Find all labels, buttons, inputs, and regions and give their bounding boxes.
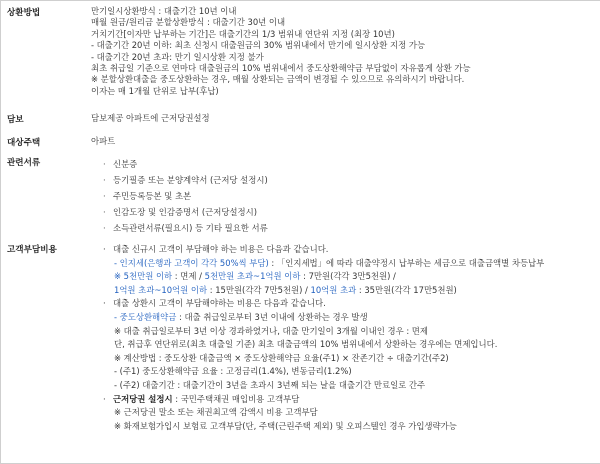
label-collateral: 담보: [7, 115, 24, 125]
label-repayment: 상환방법: [7, 8, 41, 18]
stamp-tier-line: ※ 5천만원 이하 : 면제 / 5천만원 초과~1억원 이하 : 7만원(각각 3만5천원) /: [114, 271, 396, 282]
label-target-house: 대상주택: [7, 138, 41, 148]
mortgage-note-line: ※ 근저당권 말소 또는 채권최고액 감액시 비용 고객부담: [114, 407, 318, 418]
repayment-line: 거치기간[이자만 납부하는 기간]은 대출기간의 1/3 범위내 연단위 지정 (최장 10년): [91, 28, 395, 39]
fee-note-line: - (주2) 대출기간 : 대출기간이 3년을 초과시 3년째 되는 날을 대출기간 만료일로 간주: [114, 379, 426, 390]
list-item: · 대출 신규시 고객이 부담해야 하는 비용은 다음과 같습니다.: [103, 243, 600, 257]
fee-note-line: - (주1) 중도상환해약금 요율 : 고정금리(1.4%), 변동금리(1.2%): [114, 366, 352, 377]
bullet-dot-icon: ·: [103, 207, 106, 217]
label-customer-costs: 고객부담비용: [7, 245, 57, 255]
bullet-dot-icon: ·: [103, 159, 106, 169]
list-item: · 신분증: [103, 156, 600, 172]
fee-note-line: ※ 대출 취급일로부터 3년 이상 경과하였거나, 대출 만기일이 3개월 이내인 경우 : 면제: [114, 325, 428, 336]
early-fee-line: - 중도상환해약금 : 대출 취급일로부터 3년 이내에 상환하는 경우 발생: [114, 311, 368, 322]
early-fee-link: - 중도상환해약금: [114, 311, 177, 322]
fee-note-line: ※ 계산방법 : 중도상환 대출금액 × 중도상환해약금 요율(주1) × 잔존기간 ÷ 대출기간(주2): [114, 352, 449, 363]
list-item: · 주민등록등본 및 초본: [103, 188, 600, 204]
repayment-content: [91, 6, 600, 97]
repayment-line: 만기일시상환방식 : 대출기간 10년 이내: [91, 6, 237, 16]
fee-note-line: 단, 취급후 연단위로(최초 대출일 기준) 최초 대출금액의 10% 범위내에서 상환하는 경우에는 면제입니다.: [114, 339, 498, 350]
repayment-line: 최초 취급일 기준으로 연마다 대출원금의 10% 범위내에서 중도상환해약금 부담없이 자유롭게 상환 가능: [91, 62, 471, 73]
repayment-line: ※ 분할상환대출을 중도상환하는 경우, 매월 상환되는 금액이 변경될 수 있으므로 유의하시기 바랍니다.: [91, 74, 465, 85]
mortgage-heading: 근저당권 설정시: [113, 393, 173, 404]
target-house-value: 아파트: [91, 136, 116, 146]
bullet-dot-icon: ·: [103, 298, 106, 309]
repayment-line: - 대출기간 20년 초과: 만기 일시상환 지정 불가: [91, 51, 264, 62]
target-house-content: [91, 136, 600, 147]
stamp-tier-line: 1억원 초과~10억원 이하 : 15만원(각각 7만5천원) / 10억원 초과 : 35만원(각각 17만5천원): [114, 284, 457, 295]
list-item: · 대출 상환시 고객이 부담해야하는 비용은 다음과 같습니다.: [103, 297, 600, 311]
bullet-dot-icon: ·: [103, 223, 106, 233]
collateral-value: 담보제공 아파트에 근저당권설정: [91, 113, 210, 123]
list-item: · 근저당권 설정시 : 국민주택채권 매입비용 고객부담: [103, 393, 600, 407]
bullet-dot-icon: ·: [103, 393, 106, 404]
label-documents: 관련서류: [7, 158, 41, 168]
bullet-dot-icon: ·: [103, 175, 106, 185]
repayment-line: - 대출기간 20년 이하: 최초 신청시 대출원금의 30% 범위내에서 만기에 일시상환 지정 가능: [91, 40, 426, 51]
repayment-line: 매월 원금/원리금 분할상환방식 : 대출기간 30년 이내: [91, 17, 286, 28]
list-item: · 인감도장 및 인감증명서 (근저당설정시): [103, 204, 600, 220]
documents-list: [103, 156, 600, 236]
repayment-line: 이자는 매 1개월 단위로 납부(후납): [91, 85, 219, 96]
list-item: · 등기필증 또는 분양계약서 (근저당 설정시): [103, 172, 600, 188]
list-item: · 소득관련서류(필요시) 등 기타 필요한 서류: [103, 220, 600, 236]
mortgage-note-line: ※ 화재보험가입시 보험료 고객부담(단, 주택(근린주택 제외) 및 오피스텔인 경우 가입생략가능: [114, 420, 457, 431]
collateral-content: [91, 113, 600, 124]
customer-costs-content: [103, 243, 600, 433]
stamp-tax-link: - 인지세(은행과 고객이 각각 50%씩 부담): [114, 257, 269, 268]
bullet-dot-icon: ·: [103, 191, 106, 201]
stamp-tax-line: - 인지세(은행과 고객이 각각 50%씩 부담) : 「인지세법」에 따라 대출약정시 납부하는 세금으로 대출금액별 차등납부: [114, 257, 545, 268]
bullet-dot-icon: ·: [103, 244, 106, 254]
